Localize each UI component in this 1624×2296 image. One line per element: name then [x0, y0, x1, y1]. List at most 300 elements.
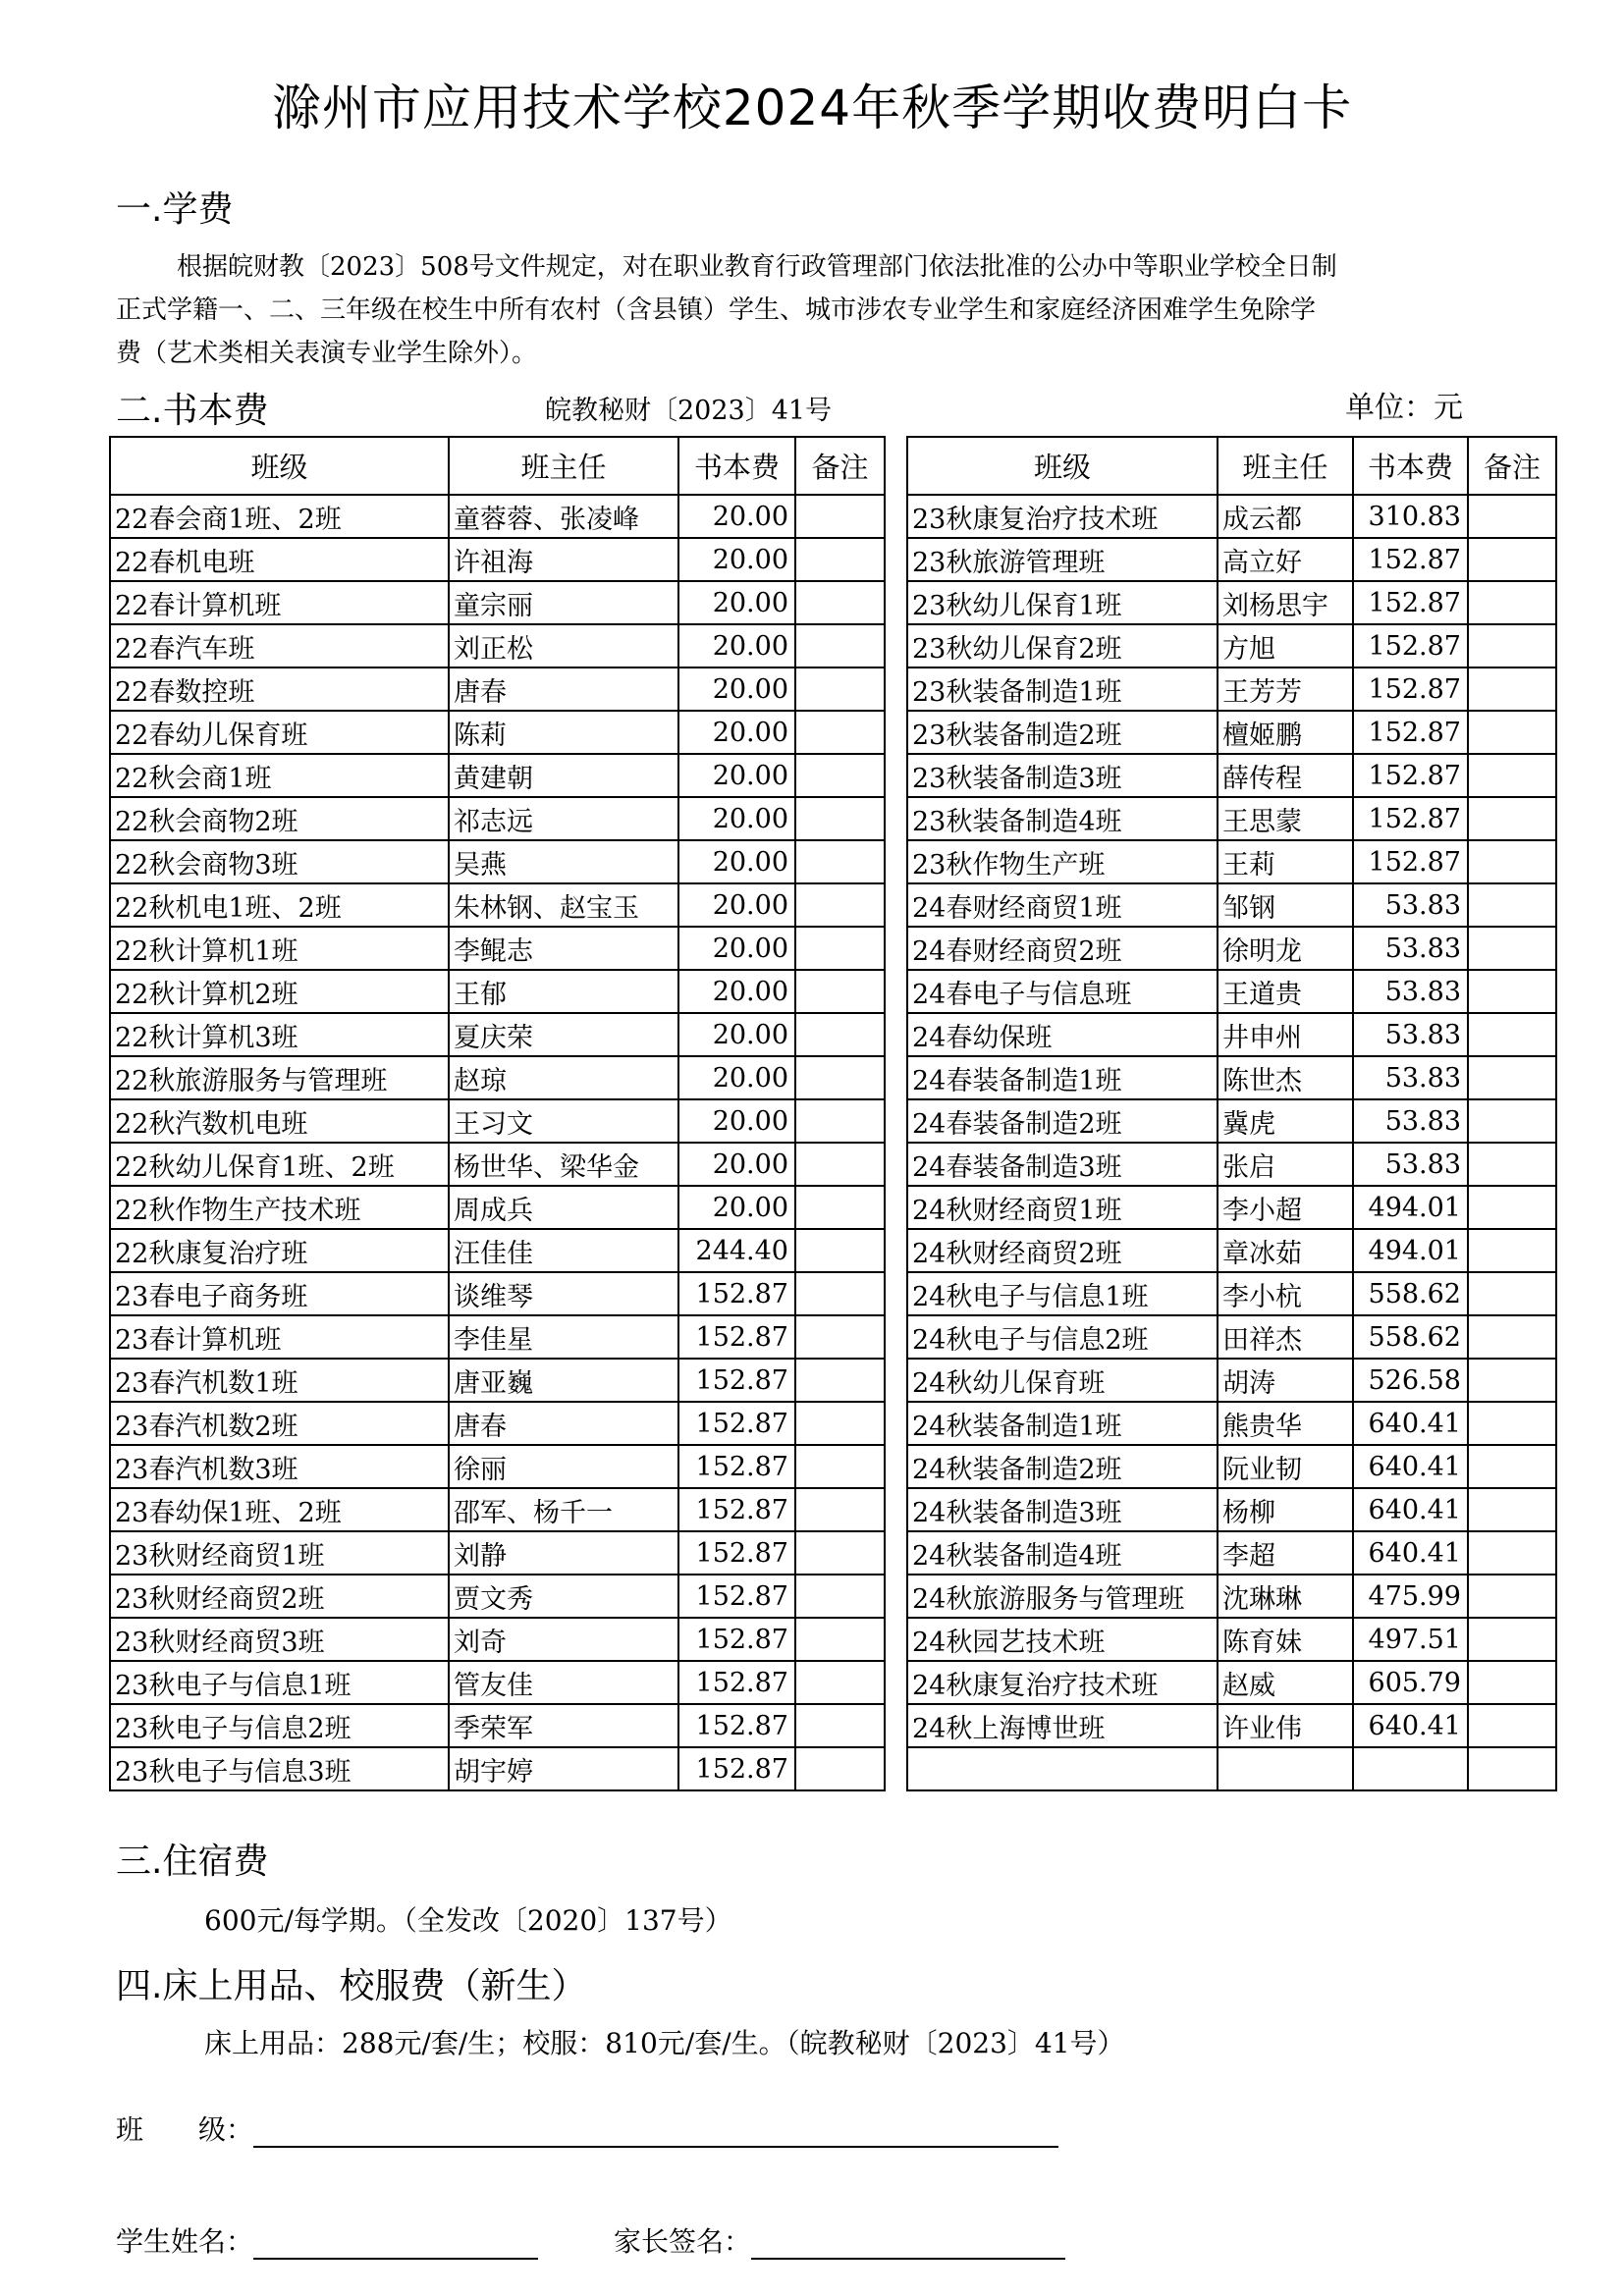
cell-class: 23秋装备制造2班: [907, 711, 1218, 754]
table-row: [110, 1013, 885, 1056]
cell-teacher: 田祥杰: [1218, 1315, 1353, 1359]
cell-fee: 152.87: [678, 1445, 795, 1488]
cell-note: [795, 1272, 885, 1315]
cell-class: 22秋会商物2班: [110, 797, 449, 840]
cell-teacher: 王莉: [1218, 840, 1353, 883]
table-row: [907, 1704, 1556, 1747]
cell-fee: 605.79: [1353, 1661, 1468, 1704]
parent-signature-field: [614, 2220, 1065, 2260]
cell-note: [1468, 1747, 1556, 1790]
cell-teacher: 赵琼: [449, 1056, 678, 1099]
cell-fee: 20.00: [678, 581, 795, 624]
cell-note: [1468, 581, 1556, 624]
cell-note: [1468, 1704, 1556, 1747]
student-name-input-line[interactable]: [253, 2228, 538, 2260]
class-field: [116, 2109, 1058, 2148]
cell-teacher: 王习文: [449, 1099, 678, 1143]
cell-fee: 53.83: [1353, 1099, 1468, 1143]
cell-teacher: 胡涛: [1218, 1359, 1353, 1402]
cell-fee: 53.83: [1353, 927, 1468, 970]
table-row: [907, 883, 1556, 927]
table-row: [907, 1013, 1556, 1056]
cell-class: 24春幼保班: [907, 1013, 1218, 1056]
book-fee-table-left: [109, 436, 886, 1791]
cell-fee: 152.87: [678, 1359, 795, 1402]
cell-teacher: 李超: [1218, 1531, 1353, 1575]
cell-teacher: 徐明龙: [1218, 927, 1353, 970]
cell-fee: 20.00: [678, 840, 795, 883]
cell-class: 23秋幼儿保育1班: [907, 581, 1218, 624]
cell-class: 24秋园艺技术班: [907, 1618, 1218, 1661]
cell-teacher: 沈琳琳: [1218, 1575, 1353, 1618]
table-row: [907, 1618, 1556, 1661]
cell-teacher: 王道贵: [1218, 970, 1353, 1013]
cell-teacher: 刘奇: [449, 1618, 678, 1661]
header-class: 班级: [907, 437, 1218, 495]
cell-teacher: 方旭: [1218, 624, 1353, 667]
cell-class: 22秋计算机2班: [110, 970, 449, 1013]
cell-class: [907, 1747, 1218, 1790]
cell-teacher: 王思蒙: [1218, 797, 1353, 840]
cell-class: 23秋幼儿保育2班: [907, 624, 1218, 667]
section-lodging-heading: 三.住宿费: [116, 1842, 269, 1882]
cell-note: [1468, 1359, 1556, 1402]
cell-fee: 152.87: [678, 1704, 795, 1747]
cell-teacher: 檀姬鹏: [1218, 711, 1353, 754]
cell-teacher: 许祖海: [449, 538, 678, 581]
cell-note: [795, 1488, 885, 1531]
cell-fee: 494.01: [1353, 1229, 1468, 1272]
table-row: [110, 1402, 885, 1445]
table-row: [110, 1488, 885, 1531]
tuition-line: 费（艺术类相关表演专业学生除外）。: [116, 339, 538, 368]
header-note: 备注: [795, 437, 885, 495]
cell-class: 23秋装备制造1班: [907, 667, 1218, 711]
header-note: 备注: [1468, 437, 1556, 495]
table-row: [907, 1229, 1556, 1272]
table-row: [110, 1229, 885, 1272]
cell-note: [1468, 1099, 1556, 1143]
cell-note: [1468, 1661, 1556, 1704]
cell-teacher: 薛传程: [1218, 754, 1353, 797]
cell-note: [795, 1531, 885, 1575]
cell-class: 23春汽机数1班: [110, 1359, 449, 1402]
cell-fee: 20.00: [678, 797, 795, 840]
cell-teacher: 许业伟: [1218, 1704, 1353, 1747]
cell-fee: 152.87: [1353, 538, 1468, 581]
cell-teacher: 吴燕: [449, 840, 678, 883]
table-row: [110, 1661, 885, 1704]
cell-class: 22秋计算机3班: [110, 1013, 449, 1056]
cell-teacher: 邹钢: [1218, 883, 1353, 927]
cell-class: 24秋装备制造1班: [907, 1402, 1218, 1445]
cell-note: [1468, 1618, 1556, 1661]
table-row: [110, 1575, 885, 1618]
cell-class: 24秋康复治疗技术班: [907, 1661, 1218, 1704]
table-row: [907, 1531, 1556, 1575]
table-row: [907, 538, 1556, 581]
cell-fee: 152.87: [678, 1272, 795, 1315]
cell-teacher: 李佳星: [449, 1315, 678, 1359]
cell-fee: 20.00: [678, 883, 795, 927]
cell-class: 23秋旅游管理班: [907, 538, 1218, 581]
table-row: [907, 840, 1556, 883]
cell-teacher: 高立好: [1218, 538, 1353, 581]
cell-note: [1468, 1531, 1556, 1575]
cell-teacher: 陈世杰: [1218, 1056, 1353, 1099]
section-books-heading: 二.书本费: [116, 391, 269, 431]
cell-fee: 310.83: [1353, 495, 1468, 538]
table-row: [907, 1359, 1556, 1402]
table-row: [110, 754, 885, 797]
table-row: [907, 1661, 1556, 1704]
cell-class: 22秋康复治疗班: [110, 1229, 449, 1272]
cell-note: [1468, 1488, 1556, 1531]
cell-note: [1468, 1186, 1556, 1229]
cell-note: [795, 1359, 885, 1402]
cell-teacher: 熊贵华: [1218, 1402, 1353, 1445]
cell-class: 23秋财经商贸1班: [110, 1531, 449, 1575]
cell-note: [1468, 927, 1556, 970]
cell-class: 23秋作物生产班: [907, 840, 1218, 883]
cell-class: 24春装备制造3班: [907, 1143, 1218, 1186]
cell-fee: 20.00: [678, 970, 795, 1013]
cell-fee: 152.87: [1353, 667, 1468, 711]
cell-class: 24秋上海博世班: [907, 1704, 1218, 1747]
table-header-row: [110, 437, 885, 495]
cell-teacher: 朱林钢、赵宝玉: [449, 883, 678, 927]
table-row: [110, 1445, 885, 1488]
table-row: [110, 1315, 885, 1359]
cell-note: [795, 1056, 885, 1099]
table-row: [907, 1402, 1556, 1445]
bedding-text: 床上用品：288元/套/生；校服：810元/套/生。（皖教秘财〔2023〕41号）: [204, 2027, 1125, 2059]
cell-class: 22春幼儿保育班: [110, 711, 449, 754]
header-fee: 书本费: [678, 437, 795, 495]
cell-class: 22春计算机班: [110, 581, 449, 624]
table-row: [907, 711, 1556, 754]
cell-fee: 640.41: [1353, 1445, 1468, 1488]
cell-class: 23秋电子与信息1班: [110, 1661, 449, 1704]
cell-fee: 152.87: [678, 1747, 795, 1790]
cell-fee: 152.87: [1353, 581, 1468, 624]
cell-note: [795, 883, 885, 927]
table-row: [907, 970, 1556, 1013]
cell-note: [1468, 538, 1556, 581]
section-bedding-heading: 四.床上用品、校服费（新生）: [116, 1966, 587, 2006]
cell-note: [795, 1618, 885, 1661]
books-document-ref: 皖教秘财〔2023〕41号: [545, 396, 833, 426]
table-row: [907, 624, 1556, 667]
cell-teacher: 冀虎: [1218, 1099, 1353, 1143]
table-row: [907, 1056, 1556, 1099]
cell-class: 24秋装备制造3班: [907, 1488, 1218, 1531]
table-header-row: [907, 437, 1556, 495]
table-row: [110, 1143, 885, 1186]
cell-note: [795, 495, 885, 538]
cell-fee: 152.87: [678, 1402, 795, 1445]
cell-note: [795, 754, 885, 797]
cell-teacher: 阮业韧: [1218, 1445, 1353, 1488]
cell-note: [1468, 1272, 1556, 1315]
cell-fee: 152.87: [678, 1531, 795, 1575]
cell-note: [795, 1013, 885, 1056]
cell-teacher: 赵威: [1218, 1661, 1353, 1704]
cell-note: [795, 1402, 885, 1445]
cell-teacher: 邵军、杨千一: [449, 1488, 678, 1531]
cell-fee: 494.01: [1353, 1186, 1468, 1229]
cell-fee: 20.00: [678, 1099, 795, 1143]
cell-note: [1468, 1056, 1556, 1099]
lodging-text: 600元/每学期。（全发改〔2020〕137号）: [204, 1904, 732, 1937]
cell-fee: 152.87: [1353, 797, 1468, 840]
cell-fee: 640.41: [1353, 1402, 1468, 1445]
table-row: [110, 624, 885, 667]
book-fee-table-right: [906, 436, 1557, 1791]
cell-class: 24秋旅游服务与管理班: [907, 1575, 1218, 1618]
cell-note: [795, 1445, 885, 1488]
cell-class: 23秋装备制造3班: [907, 754, 1218, 797]
cell-class: 22春机电班: [110, 538, 449, 581]
cell-note: [795, 538, 885, 581]
cell-fee: 640.41: [1353, 1704, 1468, 1747]
table-row: [110, 927, 885, 970]
cell-note: [1468, 840, 1556, 883]
table-row: [907, 1575, 1556, 1618]
cell-fee: 20.00: [678, 1186, 795, 1229]
class-input-line[interactable]: [253, 2116, 1058, 2148]
header-teacher: 班主任: [449, 437, 678, 495]
cell-teacher: 李小超: [1218, 1186, 1353, 1229]
cell-note: [1468, 1013, 1556, 1056]
cell-class: 22春汽车班: [110, 624, 449, 667]
cell-fee: 20.00: [678, 927, 795, 970]
table-row: [907, 754, 1556, 797]
cell-fee: 53.83: [1353, 1143, 1468, 1186]
student-name-field: [116, 2220, 538, 2260]
cell-note: [1468, 754, 1556, 797]
cell-note: [795, 1704, 885, 1747]
cell-fee: 152.87: [1353, 840, 1468, 883]
cell-fee: 53.83: [1353, 1056, 1468, 1099]
cell-note: [1468, 624, 1556, 667]
cell-note: [795, 1229, 885, 1272]
cell-note: [795, 1143, 885, 1186]
cell-teacher: 唐亚巍: [449, 1359, 678, 1402]
cell-fee: 152.87: [678, 1661, 795, 1704]
cell-fee: 558.62: [1353, 1272, 1468, 1315]
header-teacher: 班主任: [1218, 437, 1353, 495]
cell-teacher: 夏庆荣: [449, 1013, 678, 1056]
table-row: [110, 1359, 885, 1402]
table-row: [907, 667, 1556, 711]
header-class: 班级: [110, 437, 449, 495]
cell-fee: 152.87: [1353, 624, 1468, 667]
cell-class: 23春计算机班: [110, 1315, 449, 1359]
cell-fee: 640.41: [1353, 1488, 1468, 1531]
cell-fee: 475.99: [1353, 1575, 1468, 1618]
cell-teacher: 刘杨思宇: [1218, 581, 1353, 624]
cell-teacher: 季荣军: [449, 1704, 678, 1747]
cell-teacher: 黄建朝: [449, 754, 678, 797]
table-row: [110, 1186, 885, 1229]
parent-signature-label: 家长签名：: [614, 2225, 752, 2258]
cell-note: [1468, 711, 1556, 754]
cell-teacher: 贾文秀: [449, 1575, 678, 1618]
cell-note: [795, 797, 885, 840]
tuition-line: 根据皖财教〔2023〕508号文件规定，对在职业教育行政管理部门依法批准的公办中等职业学校全日制: [177, 252, 1337, 282]
cell-note: [795, 1315, 885, 1359]
cell-fee: 152.87: [678, 1315, 795, 1359]
cell-note: [1468, 1315, 1556, 1359]
table-row: [907, 581, 1556, 624]
table-row: [907, 495, 1556, 538]
table-row: [907, 1186, 1556, 1229]
table-row: [110, 667, 885, 711]
cell-class: 22秋幼儿保育1班、2班: [110, 1143, 449, 1186]
cell-fee: [1353, 1747, 1468, 1790]
header-fee: 书本费: [1353, 437, 1468, 495]
table-row: [907, 1315, 1556, 1359]
cell-fee: 497.51: [1353, 1618, 1468, 1661]
cell-note: [1468, 1575, 1556, 1618]
cell-note: [1468, 1402, 1556, 1445]
cell-note: [1468, 883, 1556, 927]
cell-teacher: 唐春: [449, 667, 678, 711]
cell-class: 24秋电子与信息2班: [907, 1315, 1218, 1359]
unit-note: 单位：元: [1345, 391, 1463, 425]
student-name-label: 学生姓名：: [116, 2225, 254, 2258]
cell-note: [1468, 1143, 1556, 1186]
cell-note: [795, 581, 885, 624]
cell-teacher: 刘静: [449, 1531, 678, 1575]
class-label: 班 级：: [116, 2113, 254, 2146]
cell-note: [795, 711, 885, 754]
cell-teacher: 童宗丽: [449, 581, 678, 624]
cell-teacher: 祁志远: [449, 797, 678, 840]
table-row: [110, 495, 885, 538]
cell-class: 22秋会商1班: [110, 754, 449, 797]
cell-fee: 152.87: [678, 1618, 795, 1661]
cell-note: [795, 1186, 885, 1229]
cell-note: [795, 1747, 885, 1790]
table-row: [110, 1531, 885, 1575]
cell-note: [795, 840, 885, 883]
table-row: [110, 797, 885, 840]
table-row: [110, 970, 885, 1013]
table-row: [110, 711, 885, 754]
table-row: [110, 1272, 885, 1315]
page-title: 滁州市应用技术学校2024年秋季学期收费明白卡: [271, 80, 1353, 136]
cell-class: 24秋幼儿保育班: [907, 1359, 1218, 1402]
cell-fee: 20.00: [678, 1143, 795, 1186]
cell-fee: 20.00: [678, 754, 795, 797]
tuition-line: 正式学籍一、二、三年级在校生中所有农村（含县镇）学生、城市涉农专业学生和家庭经济困难学生免除学: [116, 295, 1317, 325]
cell-note: [795, 1661, 885, 1704]
cell-fee: 558.62: [1353, 1315, 1468, 1359]
table-row: [110, 840, 885, 883]
cell-teacher: 王郁: [449, 970, 678, 1013]
cell-class: 22秋旅游服务与管理班: [110, 1056, 449, 1099]
cell-teacher: 陈育妹: [1218, 1618, 1353, 1661]
cell-note: [1468, 970, 1556, 1013]
cell-teacher: 井申州: [1218, 1013, 1353, 1056]
cell-class: 23秋电子与信息2班: [110, 1704, 449, 1747]
cell-class: 22秋汽数机电班: [110, 1099, 449, 1143]
cell-teacher: 童蓉蓉、张凌峰: [449, 495, 678, 538]
cell-teacher: 章冰茹: [1218, 1229, 1353, 1272]
cell-class: 22秋计算机1班: [110, 927, 449, 970]
cell-teacher: 王芳芳: [1218, 667, 1353, 711]
table-row: [907, 927, 1556, 970]
cell-note: [795, 624, 885, 667]
table-row: [110, 1099, 885, 1143]
cell-teacher: [1218, 1747, 1353, 1790]
cell-class: 23秋电子与信息3班: [110, 1747, 449, 1790]
cell-fee: 53.83: [1353, 970, 1468, 1013]
table-row: [907, 1445, 1556, 1488]
cell-note: [1468, 495, 1556, 538]
table-row: [110, 581, 885, 624]
table-row: [907, 1272, 1556, 1315]
cell-fee: 20.00: [678, 1013, 795, 1056]
cell-class: 22秋作物生产技术班: [110, 1186, 449, 1229]
cell-fee: 152.87: [1353, 711, 1468, 754]
section-tuition-heading: 一.学费: [116, 189, 234, 230]
cell-teacher: 杨世华、梁华金: [449, 1143, 678, 1186]
cell-class: 24秋财经商贸2班: [907, 1229, 1218, 1272]
cell-class: 24春电子与信息班: [907, 970, 1218, 1013]
cell-class: 22春数控班: [110, 667, 449, 711]
cell-note: [1468, 797, 1556, 840]
cell-class: 24春装备制造1班: [907, 1056, 1218, 1099]
cell-class: 24春财经商贸2班: [907, 927, 1218, 970]
cell-class: 24秋电子与信息1班: [907, 1272, 1218, 1315]
cell-teacher: 成云都: [1218, 495, 1353, 538]
cell-note: [1468, 667, 1556, 711]
cell-note: [1468, 1445, 1556, 1488]
cell-class: 22春会商1班、2班: [110, 495, 449, 538]
cell-class: 23春幼保1班、2班: [110, 1488, 449, 1531]
table-row: [907, 1488, 1556, 1531]
cell-class: 23春电子商务班: [110, 1272, 449, 1315]
cell-class: 23秋康复治疗技术班: [907, 495, 1218, 538]
cell-teacher: 周成兵: [449, 1186, 678, 1229]
cell-teacher: 刘正松: [449, 624, 678, 667]
cell-teacher: 张启: [1218, 1143, 1353, 1186]
cell-class: 23秋财经商贸2班: [110, 1575, 449, 1618]
cell-fee: 640.41: [1353, 1531, 1468, 1575]
parent-signature-input-line[interactable]: [751, 2228, 1065, 2260]
cell-teacher: 李鲲志: [449, 927, 678, 970]
cell-teacher: 陈莉: [449, 711, 678, 754]
cell-class: 23春汽机数2班: [110, 1402, 449, 1445]
table-row: [110, 1056, 885, 1099]
table-row: [907, 797, 1556, 840]
cell-class: 23秋装备制造4班: [907, 797, 1218, 840]
cell-note: [1468, 1229, 1556, 1272]
cell-fee: 152.87: [678, 1575, 795, 1618]
cell-note: [795, 667, 885, 711]
cell-note: [795, 1575, 885, 1618]
cell-fee: 53.83: [1353, 1013, 1468, 1056]
cell-teacher: 徐丽: [449, 1445, 678, 1488]
cell-fee: 244.40: [678, 1229, 795, 1272]
table-row: [907, 1099, 1556, 1143]
table-row: [110, 1704, 885, 1747]
cell-class: 24秋财经商贸1班: [907, 1186, 1218, 1229]
table-divider: [884, 436, 906, 1790]
